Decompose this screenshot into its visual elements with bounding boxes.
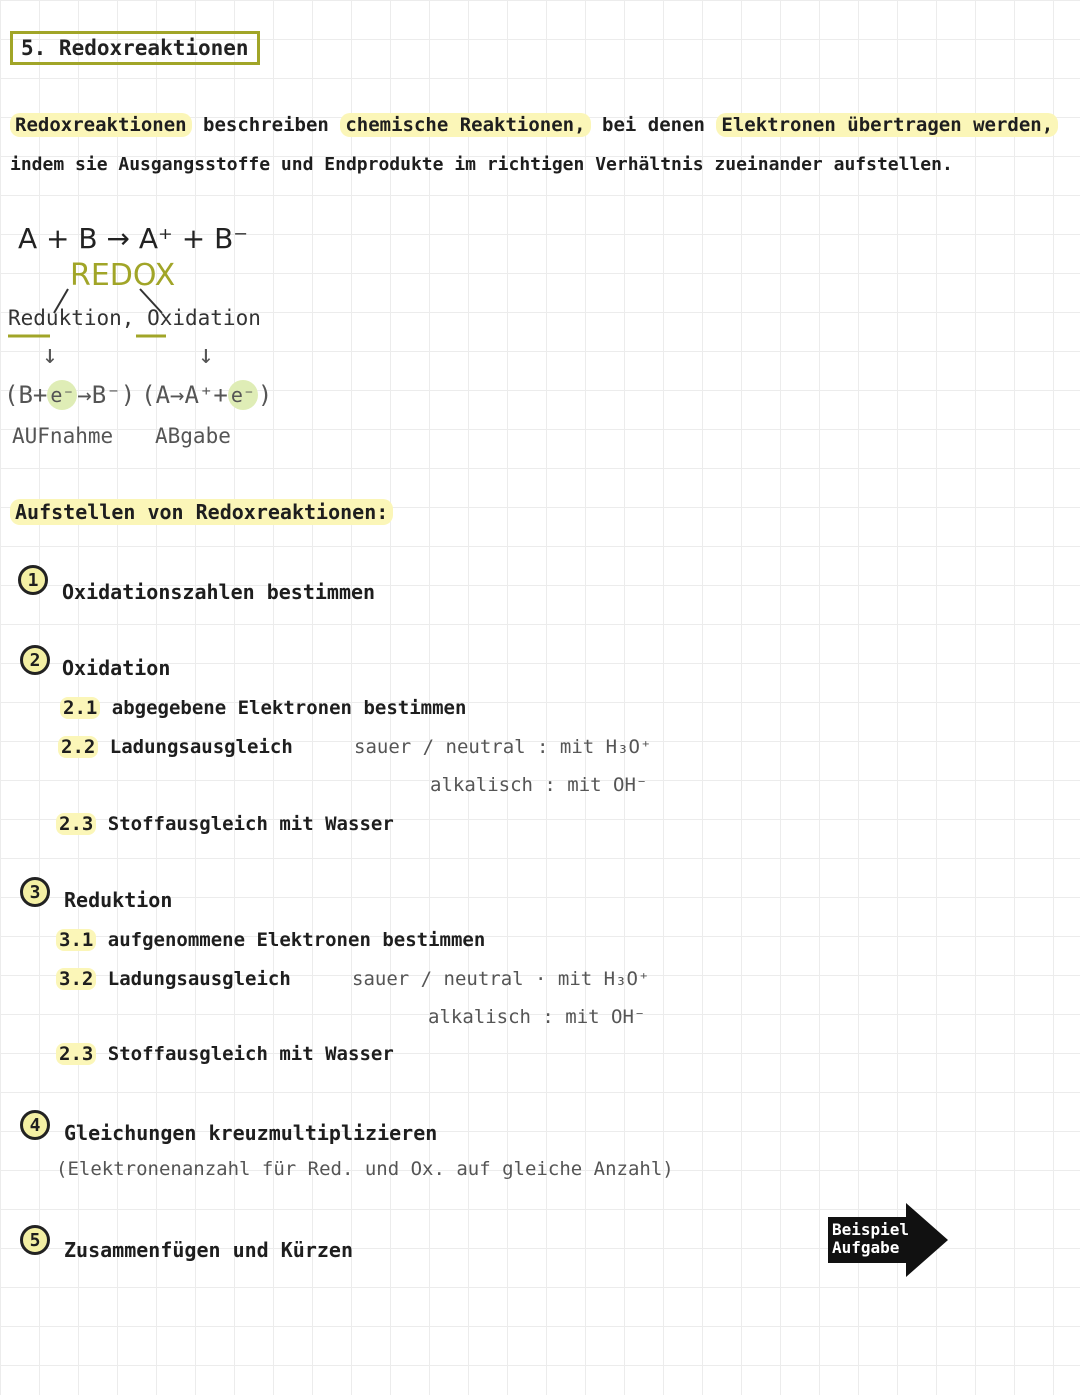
substep-text: Ladungsausgleich bbox=[109, 736, 293, 758]
substep-text: abgegebene Elektronen bestimmen bbox=[111, 697, 467, 719]
aufnahme-label: AUFnahme bbox=[12, 424, 114, 448]
reduction-alkaline-note: alkalisch : mit OH⁻ bbox=[428, 1006, 646, 1028]
reduction-oxidation-label: Reduktion, Oxidation bbox=[8, 306, 261, 330]
reduction-eq-end: →B⁻) bbox=[77, 381, 136, 409]
step-2-number: 2 bbox=[20, 645, 50, 675]
intro-line-2: indem sie Ausgangsstoffe und Endprodukte im richtigen Verhältnis zueinander aufstellen. bbox=[10, 154, 953, 175]
intro-verb: beschreiben bbox=[203, 114, 329, 136]
substep-number: 3.1 bbox=[56, 929, 96, 951]
intro-term-electrons: Elektronen übertragen werden, bbox=[716, 113, 1058, 137]
substep-text: aufgenommene Elektronen bestimmen bbox=[107, 929, 486, 951]
red-ox-underlines bbox=[8, 332, 248, 340]
substep-number: 3.2 bbox=[56, 968, 96, 990]
step-3-text: Reduktion bbox=[64, 888, 173, 912]
reduction-acidic-note: sauer / neutral · mit H₃O⁺ bbox=[352, 968, 650, 990]
reduction-substep-1 bbox=[56, 929, 485, 951]
intro-connector: bei denen bbox=[602, 114, 705, 136]
section-heading-text: Aufstellen von Redoxreaktionen: bbox=[10, 499, 393, 525]
arrow-down-right: ↓ bbox=[198, 340, 214, 370]
step-1-number: 1 bbox=[18, 565, 48, 595]
reduction-substep-2 bbox=[56, 968, 291, 990]
step-4-text: Gleichungen kreuzmultiplizieren bbox=[64, 1121, 438, 1145]
intro-term-redox: Redoxreaktionen bbox=[10, 113, 192, 137]
substep-text: Stoffausgleich mit Wasser bbox=[107, 813, 394, 835]
electron-bubble: e⁻ bbox=[47, 380, 77, 410]
step-4-number: 4 bbox=[20, 1110, 50, 1140]
example-task-label bbox=[832, 1221, 909, 1257]
intro-term-reactions: chemische Reaktionen, bbox=[340, 113, 590, 137]
section-heading bbox=[10, 500, 393, 524]
half-equations bbox=[4, 380, 272, 410]
redox-equation: A + B → A⁺ + B⁻ bbox=[18, 222, 249, 255]
oxidation-acidic-note: sauer / neutral : mit H₃O⁺ bbox=[354, 736, 652, 758]
step-5-number: 5 bbox=[20, 1225, 50, 1255]
abgabe-label: ABgabe bbox=[155, 424, 231, 448]
oxidation-alkaline-note: alkalisch : mit OH⁻ bbox=[430, 774, 648, 796]
oxidation-substep-3 bbox=[56, 813, 394, 835]
oxidation-substep-1 bbox=[60, 697, 466, 719]
intro-line-1 bbox=[10, 114, 1058, 136]
page-title: 5. Redoxreaktionen bbox=[10, 31, 260, 65]
reduction-eq-start: (B+ bbox=[4, 381, 48, 409]
substep-text: Stoffausgleich mit Wasser bbox=[107, 1043, 394, 1065]
substep-text: Ladungsausgleich bbox=[107, 968, 291, 990]
redox-label: REDOX bbox=[70, 258, 176, 293]
step-4-note: (Elektronenanzahl für Red. und Ox. auf gleiche Anzahl) bbox=[56, 1158, 674, 1180]
step-1-text: Oxidationszahlen bestimmen bbox=[62, 580, 376, 604]
step-5-text: Zusammenfügen und Kürzen bbox=[64, 1238, 353, 1262]
step-2-text: Oxidation bbox=[62, 656, 171, 680]
oxidation-substep-2 bbox=[58, 736, 293, 758]
electron-bubble: e⁻ bbox=[228, 380, 258, 410]
substep-number: 2.1 bbox=[60, 697, 100, 719]
example-task-line-2: Aufgabe bbox=[832, 1238, 900, 1257]
step-3-number: 3 bbox=[20, 877, 50, 907]
example-task-line-1: Beispiel bbox=[832, 1220, 910, 1239]
oxidation-eq-start: (A→A⁺+ bbox=[141, 381, 228, 409]
substep-number: 2.3 bbox=[56, 1043, 96, 1065]
substep-number: 2.3 bbox=[56, 813, 96, 835]
oxidation-eq-end: ) bbox=[257, 381, 273, 409]
substep-number: 2.2 bbox=[58, 736, 98, 758]
arrow-down-left: ↓ bbox=[42, 340, 58, 370]
reduction-substep-3 bbox=[56, 1043, 394, 1065]
example-task-arrow[interactable] bbox=[828, 1203, 948, 1277]
